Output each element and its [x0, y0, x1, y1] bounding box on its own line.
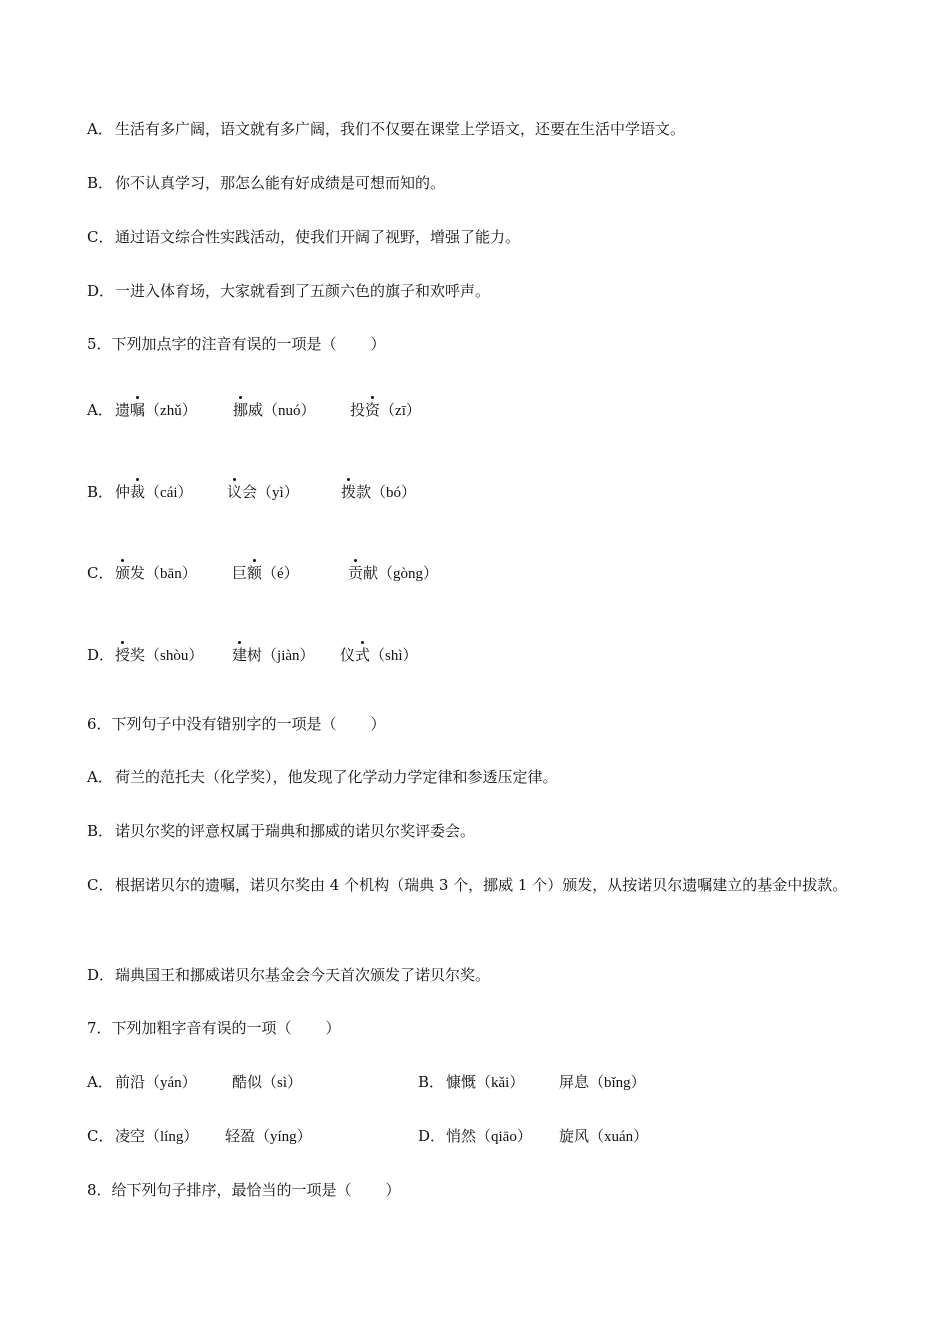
q7-option-a: A． 前沿（yán） — [87, 1073, 197, 1091]
q5-b-item-2: 议会（yì） — [227, 483, 299, 501]
q6-stem: 6．下列句子中没有错别字的一项是（ ） — [87, 715, 386, 733]
dotted-char: 授 — [115, 646, 131, 664]
q7-option-b-word2: 屏息（bǐng） — [559, 1073, 646, 1091]
q7-option-c-word2: 轻盈（yíng） — [225, 1127, 312, 1145]
q6-option-d: D．瑞典国王和挪威诺贝尔基金会今天首次颁发了诺贝尔奖。 — [87, 966, 491, 984]
q5-c-item-2: 巨额（é） — [232, 564, 299, 582]
q5-option-a: A． 遗嘱（zhǔ） 挪威（nuó） 投资（zī） — [87, 401, 421, 419]
dotted-char: 议 — [227, 483, 243, 501]
dotted-char: 颁 — [115, 564, 131, 582]
dotted-char: 式 — [355, 646, 371, 664]
dotted-char: 挪 — [233, 401, 249, 419]
dotted-char: 拨 — [341, 483, 357, 501]
q5-d-item-1: 授奖（shòu） — [115, 646, 204, 664]
q7-option-d-word2: 旋风（xuán） — [559, 1127, 649, 1145]
q4-option-b: B． 你不认真学习，那怎么能有好成绩是可想而知的。 — [87, 174, 446, 192]
q7-option-c: C． 凌空（líng） — [87, 1127, 199, 1145]
dotted-char: 额 — [247, 564, 263, 582]
q5-a-item-2: 挪威（nuó） — [233, 401, 316, 419]
q5-d-item-3: 仪式（shì） — [340, 646, 418, 664]
q7-option-d: D．悄然（qiāo） — [418, 1127, 532, 1145]
q4-option-d: D．一进入体育场，大家就看到了五颜六色的旗子和欢呼声。 — [87, 282, 491, 300]
q5-c-item-3: 贡献（gòng） — [348, 564, 439, 582]
q5-option-c: C． 颁发（bān） 巨额（é） 贡献（gòng） — [87, 564, 439, 582]
q4-option-a: A． 生活有多广阔，语文就有多广阔，我们不仅要在课堂上学语文，还要在生活中学语文。 — [87, 120, 686, 138]
q5-option-d: D． 授奖（shòu） 建树（jiàn） 仪式（shì） — [87, 646, 418, 664]
dotted-char: 嘱 — [130, 401, 146, 419]
q6-option-b: B． 诺贝尔奖的评意权属于瑞典和挪威的诺贝尔奖评委会。 — [87, 822, 476, 840]
q7-option-a-word2: 酷似（sì） — [232, 1073, 303, 1091]
q5-c-item-1: 颁发（bān） — [115, 564, 197, 582]
q5-d-item-2: 建树（jiàn） — [232, 646, 315, 664]
q5-option-b: B． 仲裁（cái） 议会（yì） 拨款（bó） — [87, 483, 417, 501]
q6-option-a: A． 荷兰的范托夫（化学奖），他发现了化学动力学定律和参透压定律。 — [87, 768, 558, 786]
q5-a-item-1: 遗嘱（zhǔ） — [115, 401, 197, 419]
dotted-char: 贡 — [348, 564, 364, 582]
q7-stem: 7．下列加粗字音有误的一项（ ） — [87, 1019, 341, 1037]
q5-a-item-3: 投资（zī） — [350, 401, 421, 419]
q8-stem: 8．给下列句子排序，最恰当的一项是（ ） — [87, 1181, 401, 1199]
q5-stem: 5．下列加点字的注音有误的一项是（ ） — [87, 335, 386, 353]
dotted-char: 资 — [365, 401, 381, 419]
dotted-char: 裁 — [130, 483, 146, 501]
q6-option-c: C． 根据诺贝尔的遗嘱，诺贝尔奖由 4 个机构（瑞典 3 个，挪威 1 个）颁发，从按诺贝尔遗嘱建立的基金中拔款。 — [87, 876, 848, 894]
q5-b-item-1: 仲裁（cái） — [115, 483, 193, 501]
q5-b-item-3: 拨款（bó） — [341, 483, 417, 501]
q7-option-b: B． 慷慨（kǎi） — [418, 1073, 525, 1091]
q4-option-c: C． 通过语文综合性实践活动，使我们开阔了视野，增强了能力。 — [87, 228, 521, 246]
dotted-char: 建 — [232, 646, 248, 664]
